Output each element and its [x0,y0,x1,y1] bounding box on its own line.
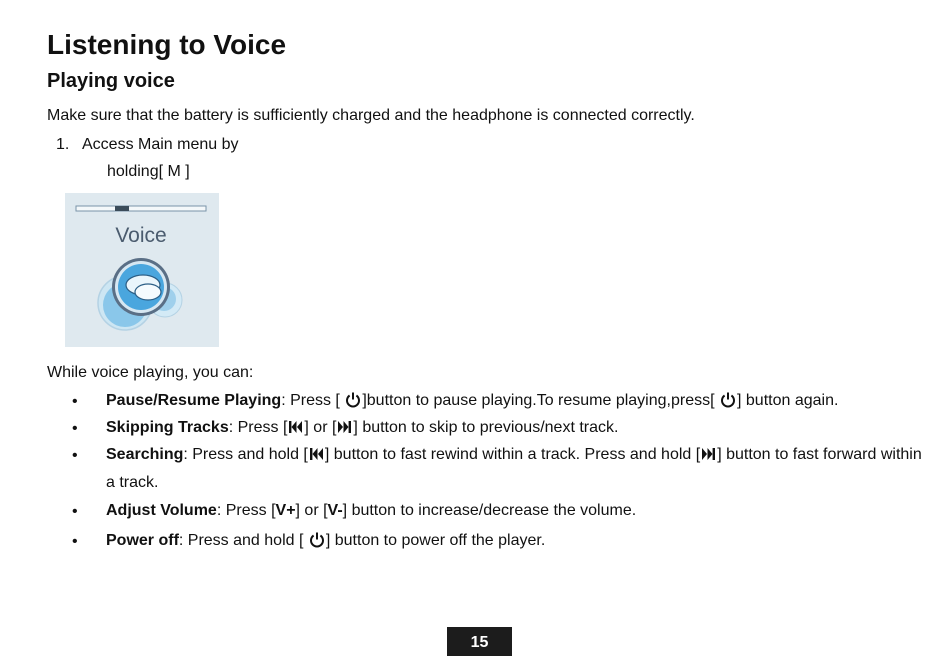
step-text: Access Main menu by [82,136,239,153]
skip-back-icon [309,447,324,461]
bullet-label: Power off [106,532,179,549]
bullet-label: Pause/Resume Playing [106,392,282,409]
bullet-text: ] or [ [304,419,337,436]
bullet-text: button to pause playing.To resume playing,press[ [366,392,715,409]
bullet-text: : Press [ [228,419,288,436]
step-text-continued: holding[ M ] [107,163,190,180]
bullet-text: ] or [ [295,502,328,519]
bullet-searching [106,445,922,465]
bullet-text: : Press [ [216,502,276,519]
bullet-text: : Press [ [281,392,340,409]
bullet-adjust-volume [106,501,636,521]
voice-screen-thumbnail [65,193,219,347]
bullet-label: Searching [106,446,184,463]
bullet-marker: • [72,420,78,437]
bullet-text: : Press and hold [ [178,532,308,549]
skip-forward-icon [701,447,716,461]
power-icon [345,391,361,408]
skip-forward-icon [337,420,352,434]
bullet-text: ] button to fast rewind within a track. Press and hold [ [324,446,701,463]
section-title: Playing voice [47,70,175,92]
volume-up-key: V+ [275,502,296,519]
bullet-text: ] button again. [737,392,839,409]
bullet-marker: • [72,533,78,550]
bullet-text: ] button to power off the player. [325,532,546,549]
bullet-text: ] button to increase/decrease the volume. [342,502,637,519]
page-number: 15 [447,627,512,656]
bullet-searching-continued: a track. [106,474,159,491]
bullet-marker: • [72,503,78,520]
bullet-power-off [106,531,545,551]
bullet-pause-resume [106,391,838,411]
step-number: 1. [56,136,70,153]
voice-screen-graphic [65,193,219,347]
power-icon [720,391,736,408]
bullet-text: ] button to fast forward within [717,446,922,463]
bullet-text: : Press and hold [ [183,446,308,463]
screen-label: Voice [115,224,167,247]
voice-bubble-icon [98,258,182,330]
bullet-marker: • [72,393,78,410]
bullet-skipping-tracks [106,418,618,438]
intro-text: Make sure that the battery is sufficiently charged and the headphone is connected correctly. [47,107,695,124]
bullet-marker: • [72,447,78,464]
power-icon [309,531,325,548]
bullet-label: Adjust Volume [106,502,217,519]
page-title: Listening to Voice [47,29,287,60]
bullet-text: ] button to skip to previous/next track. [353,419,619,436]
skip-back-icon [288,420,303,434]
while-playing-text: While voice playing, you can: [47,364,254,381]
volume-down-key: V- [327,502,343,519]
bullet-label: Skipping Tracks [106,419,229,436]
bullet-text: ] [362,392,367,409]
